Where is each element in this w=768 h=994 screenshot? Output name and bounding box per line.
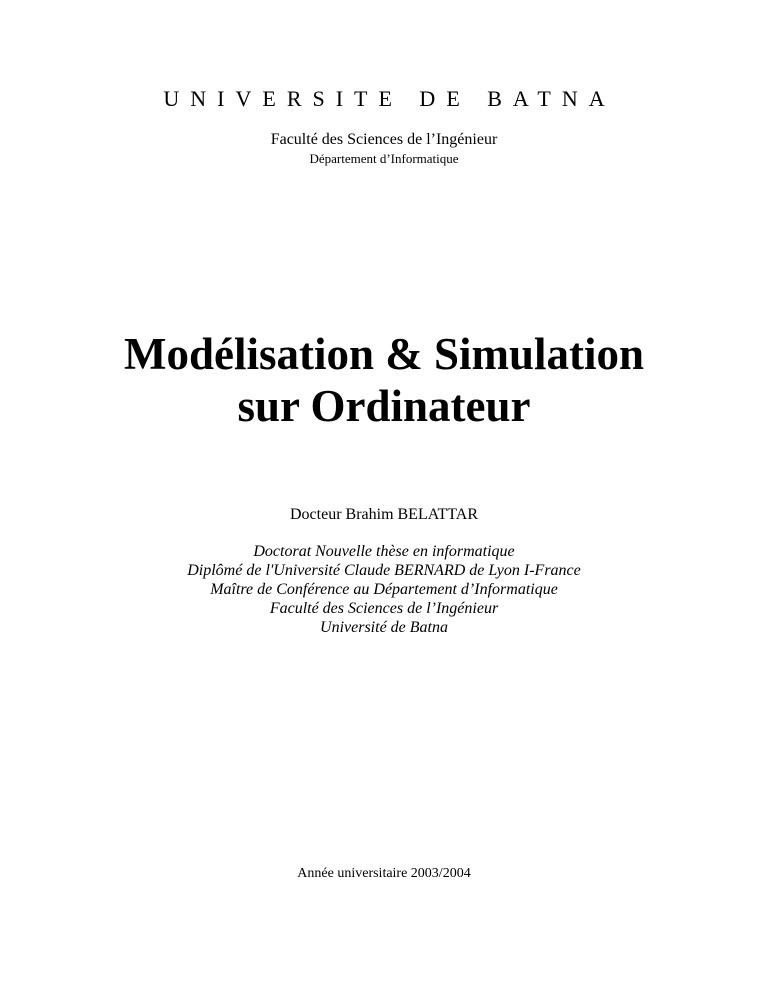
title-line-1: Modélisation & Simulation: [123, 329, 645, 379]
credential-line: Doctorat Nouvelle thèse en informatique: [253, 543, 515, 560]
university-name: UNIVERSITE DE BATNA: [163, 86, 616, 111]
department-name: Département d’Informatique: [309, 151, 459, 166]
academic-year: Année universitaire 2003/2004: [297, 866, 471, 881]
author-credentials: [0, 542, 768, 637]
credential-line: Diplômé de l'Université Claude BERNARD de Lyon I-France: [187, 562, 581, 579]
title-line-2: sur Ordinateur: [237, 381, 531, 431]
credential-line: Maître de Conférence au Département d’Informatique: [210, 581, 558, 598]
faculty-name: Faculté des Sciences de l’Ingénieur: [270, 131, 498, 148]
credential-line: Université de Batna: [320, 619, 448, 636]
document-title: [0, 328, 768, 432]
author-name: Docteur Brahim BELATTAR: [289, 506, 478, 523]
credential-line: Faculté des Sciences de l’Ingénieur: [269, 600, 499, 617]
